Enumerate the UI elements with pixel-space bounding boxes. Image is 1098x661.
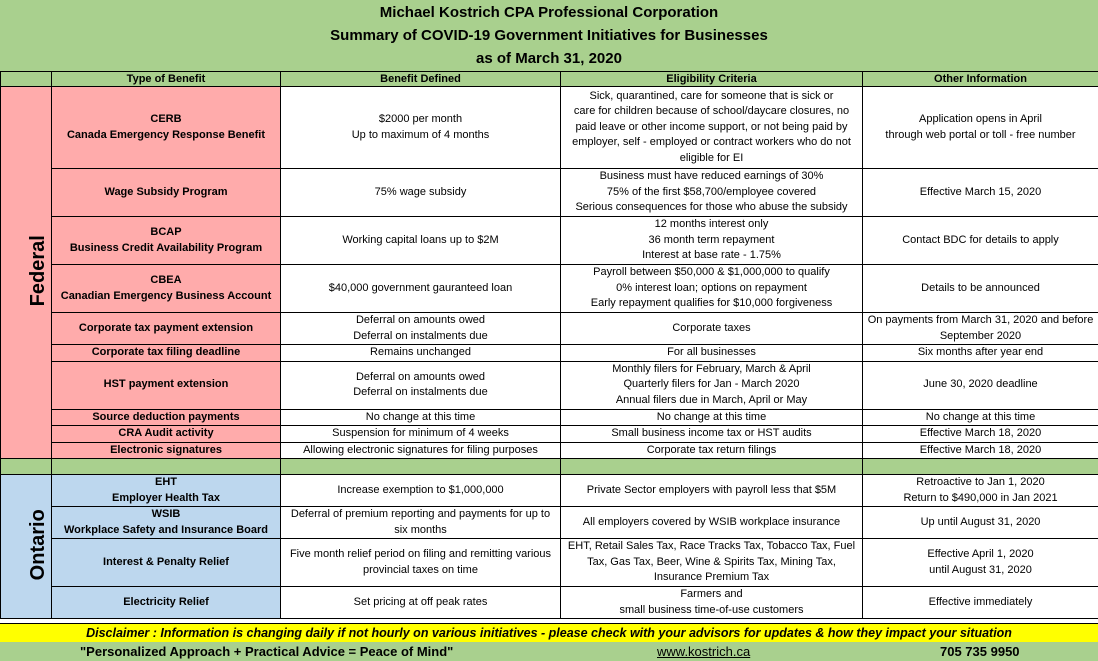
other-info-cell-line: through web portal or toll - free number: [885, 128, 1076, 141]
benefit-defined-cell: [281, 539, 561, 587]
benefit-type-cell-line: EHT: [155, 476, 177, 488]
table-row: [1, 426, 1098, 443]
other-info-cell-line: June 30, 2020 deadline: [923, 378, 1038, 391]
other-info-cell-line: September 2020: [939, 329, 1022, 342]
eligibility-cell: [561, 475, 863, 507]
table-row: [1, 313, 1098, 345]
benefit-defined-cell: [281, 442, 561, 459]
other-info-cell-line: Effective immediately: [928, 595, 1033, 608]
benefit-defined-cell: [281, 217, 561, 265]
table-row: [1, 361, 1098, 409]
benefit-type-cell: [52, 507, 281, 539]
benefit-type-cell-line: WSIB: [151, 508, 181, 520]
eligibility-cell-line: Business must have reduced earnings of 30%: [599, 170, 824, 183]
disclaimer-banner: Disclaimer : Information is changing daily if not hourly on various initiatives - please check with your advisors for updates & how they impact your situation: [0, 623, 1098, 642]
benefit-defined-cell-line: Up to maximum of 4 months: [351, 128, 490, 141]
benefit-type-cell: [52, 345, 281, 362]
benefit-type-cell-line: Workplace Safety and Insurance Board: [64, 523, 268, 536]
benefit-type-cell-line: Canadian Emergency Business Account: [60, 289, 272, 302]
eligibility-cell: [561, 87, 863, 169]
eligibility-cell-line: Farmers and: [680, 588, 743, 600]
separator-cell: [281, 459, 561, 475]
eligibility-cell-line: Serious consequences for those who abuse the subsidy: [575, 201, 848, 214]
benefit-type-cell: [52, 539, 281, 587]
benefit-type-cell: [52, 87, 281, 169]
other-info-cell: [863, 539, 1098, 587]
other-info-cell-line: Retroactive to Jan 1, 2020: [916, 476, 1045, 488]
benefit-defined-cell-line: Remains unchanged: [370, 346, 471, 358]
eligibility-cell-line: employer, self - employed or contract workers who do not: [572, 136, 851, 149]
eligibility-cell-line: 75% of the first $58,700/employee covered: [606, 185, 817, 198]
benefit-defined-cell-line: Deferral of premium reporting and payments for up to: [290, 508, 551, 520]
benefit-type-cell-line: Interest & Penalty Relief: [103, 555, 229, 568]
benefit-type-cell: [52, 475, 281, 507]
benefit-defined-cell-line: No change at this time: [365, 410, 476, 423]
benefit-defined-cell-line: Deferral on instalments due: [353, 386, 488, 398]
eligibility-cell-line: Corporate taxes: [672, 321, 751, 334]
separator-cell: [561, 459, 863, 475]
benefit-type-cell: [52, 217, 281, 265]
benefit-type-cell-line: Corporate tax payment extension: [78, 321, 254, 334]
eligibility-cell-line: Tax, Gas Tax, Beer, Wine & Spirits Tax, Mining Tax,: [587, 555, 836, 568]
benefit-type-cell: [52, 265, 281, 313]
benefit-defined-cell: [281, 587, 561, 619]
eligibility-cell: [561, 409, 863, 426]
benefit-type-cell-line: BCAP: [150, 226, 182, 238]
other-info-cell-line: Six months after year end: [917, 346, 1044, 358]
other-info-cell: [863, 507, 1098, 539]
benefit-defined-cell-line: Deferral on instalments due: [353, 329, 488, 342]
benefit-type-cell-line: Corporate tax filing deadline: [91, 346, 241, 358]
other-info-cell-line: Return to $490,000 in Jan 2021: [903, 491, 1058, 504]
benefit-defined-cell-line: Suspension for minimum of 4 weeks: [332, 427, 509, 439]
other-info-cell-line: Contact BDC for details to apply: [902, 233, 1059, 246]
benefit-defined-cell: [281, 409, 561, 426]
eligibility-cell-line: 0% interest loan; options on repayment: [616, 281, 807, 294]
federal-label-text: Federal: [26, 235, 49, 307]
benefit-type-cell: [52, 361, 281, 409]
table-row: [1, 169, 1098, 217]
benefit-type-cell: [52, 313, 281, 345]
other-info-cell-line: Effective March 18, 2020: [919, 443, 1042, 456]
benefit-type-cell-line: Wage Subsidy Program: [104, 185, 228, 198]
benefit-defined-cell-line: Set pricing at off peak rates: [353, 595, 488, 608]
benefit-defined-cell-line: $40,000 government gauranteed loan: [328, 281, 513, 294]
other-info-cell-line: Application opens in April: [919, 113, 1042, 125]
benefit-defined-cell: [281, 265, 561, 313]
other-info-cell-line: No change at this time: [925, 410, 1036, 423]
separator-cell: [1, 459, 52, 475]
section-separator: [1, 459, 1098, 475]
benefit-defined-cell-line: 75% wage subsidy: [374, 185, 467, 198]
eligibility-cell: [561, 169, 863, 217]
separator-cell: [863, 459, 1098, 475]
benefit-defined-cell: [281, 169, 561, 217]
eligibility-cell-line: Insurance Premium Tax: [653, 571, 770, 584]
other-info-cell: [863, 409, 1098, 426]
benefit-defined-cell: [281, 361, 561, 409]
other-info-cell-line: Details to be announced: [921, 281, 1040, 294]
other-info-cell-line: On payments from March 31, 2020 and before: [867, 314, 1094, 326]
eligibility-cell-line: No change at this time: [656, 410, 767, 423]
eligibility-cell-line: care for children because of school/daycare closures, no: [573, 105, 850, 118]
benefit-type-cell-line: HST payment extension: [103, 378, 229, 391]
eligibility-cell: [561, 507, 863, 539]
other-info-cell-line: Effective March 15, 2020: [919, 185, 1042, 198]
benefit-type-cell-line: Business Credit Availability Program: [69, 241, 263, 254]
eligibility-cell-line: Sick, quarantined, care for someone that is sick or: [589, 89, 834, 102]
column-header-row: [1, 72, 1098, 87]
footer-bar: [0, 642, 1098, 661]
title-banner: [0, 0, 1098, 72]
ontario-section-label: [1, 475, 52, 619]
initiatives-table: [0, 71, 1098, 619]
eligibility-cell-line: Quarterly filers for Jan - March 2020: [623, 378, 800, 391]
eligibility-cell: [561, 361, 863, 409]
eligibility-cell: [561, 345, 863, 362]
eligibility-cell-line: Early repayment qualifies for $10,000 forgiveness: [590, 297, 833, 310]
benefit-type-cell-line: Electricity Relief: [123, 595, 209, 608]
benefit-defined-cell: [281, 313, 561, 345]
benefit-type-cell-line: CRA Audit activity: [118, 427, 214, 439]
other-info-cell-line: until August 31, 2020: [929, 563, 1032, 576]
column-header: Eligibility Criteria: [561, 72, 863, 87]
eligibility-cell-line: Corporate tax return filings: [646, 443, 777, 456]
table-row: [1, 87, 1098, 169]
benefit-type-cell: [52, 442, 281, 459]
eligibility-cell: [561, 313, 863, 345]
eligibility-cell: [561, 426, 863, 443]
benefit-defined-cell: [281, 87, 561, 169]
benefit-type-cell: [52, 587, 281, 619]
benefit-type-cell: [52, 409, 281, 426]
separator-cell: [52, 459, 281, 475]
benefit-type-cell-line: Electronic signatures: [110, 443, 222, 456]
benefit-defined-cell: [281, 426, 561, 443]
benefit-defined-cell-line: Deferral on amounts owed: [355, 370, 485, 383]
benefit-defined-cell-line: six months: [394, 523, 447, 536]
ontario-label-text: Ontario: [26, 509, 49, 581]
other-info-cell: [863, 426, 1098, 443]
federal-section-label: [1, 87, 52, 459]
other-info-cell: [863, 345, 1098, 362]
benefit-defined-cell-line: provincial taxes on time: [363, 563, 478, 576]
slogan: "Personalized Approach + Practical Advice = Peace of Mind": [80, 644, 454, 659]
phone-number: 705 735 9950: [940, 644, 1020, 659]
benefit-defined-cell: [281, 345, 561, 362]
eligibility-cell-line: Interest at base rate - 1.75%: [642, 249, 781, 262]
column-header: Type of Benefit: [52, 72, 281, 87]
benefit-defined-cell-line: Allowing electronic signatures for filing purposes: [303, 443, 538, 456]
company-name: Michael Kostrich CPA Professional Corporation: [379, 4, 719, 21]
website-link[interactable]: www.kostrich.ca: [657, 644, 751, 659]
table-row: [1, 217, 1098, 265]
header-corner: [1, 72, 52, 87]
eligibility-cell-line: paid leave or other income support, or not being paid by: [575, 120, 848, 133]
other-info-cell: [863, 442, 1098, 459]
other-info-cell-line: Effective April 1, 2020: [927, 548, 1034, 560]
eligibility-cell: [561, 539, 863, 587]
table-row: [1, 475, 1098, 507]
benefit-type-cell: [52, 169, 281, 217]
eligibility-cell-line: EHT, Retail Sales Tax, Race Tracks Tax, Tobacco Tax, Fuel: [567, 540, 856, 553]
benefit-defined-cell-line: Five month relief period on filing and remitting various: [289, 548, 552, 560]
eligibility-cell: [561, 442, 863, 459]
other-info-cell: [863, 361, 1098, 409]
other-info-cell: [863, 265, 1098, 313]
benefit-defined-cell: [281, 507, 561, 539]
benefit-type-cell-line: CERB: [150, 113, 182, 125]
other-info-cell-line: Up until August 31, 2020: [920, 515, 1041, 528]
other-info-cell: [863, 475, 1098, 507]
eligibility-cell-line: 12 months interest only: [654, 218, 769, 231]
table-row: [1, 442, 1098, 459]
eligibility-cell-line: All employers covered by WSIB workplace insurance: [582, 515, 841, 528]
benefit-type-cell-line: CBEA: [150, 274, 182, 286]
benefit-defined-cell-line: $2000 per month: [378, 113, 463, 125]
eligibility-cell-line: Monthly filers for February, March & April: [612, 362, 811, 375]
benefit-defined-cell-line: Deferral on amounts owed: [355, 314, 485, 326]
benefit-type-cell-line: Employer Health Tax: [112, 491, 220, 504]
benefit-defined-cell: [281, 475, 561, 507]
eligibility-cell-line: small business time-of-use customers: [619, 603, 804, 616]
other-info-cell: [863, 87, 1098, 169]
eligibility-cell-line: Annual filers due in March, April or May: [615, 393, 808, 406]
eligibility-cell-line: Private Sector employers with payroll less that $5M: [586, 483, 837, 496]
table-row: [1, 587, 1098, 619]
benefit-defined-cell-line: Working capital loans up to $2M: [342, 233, 499, 246]
other-info-cell: [863, 313, 1098, 345]
other-info-cell: [863, 217, 1098, 265]
other-info-cell-line: Effective March 18, 2020: [919, 427, 1042, 439]
eligibility-cell-line: eligible for EI: [679, 151, 744, 164]
document-title: Summary of COVID-19 Government Initiatives for Businesses: [330, 27, 768, 44]
column-header: Other Information: [863, 72, 1098, 87]
other-info-cell: [863, 587, 1098, 619]
benefit-type-cell-line: Canada Emergency Response Benefit: [66, 128, 266, 141]
other-info-cell: [863, 169, 1098, 217]
eligibility-cell: [561, 587, 863, 619]
column-header: Benefit Defined: [281, 72, 561, 87]
table-row: [1, 409, 1098, 426]
eligibility-cell: [561, 265, 863, 313]
table-row: [1, 507, 1098, 539]
eligibility-cell-line: Payroll between $50,000 & $1,000,000 to qualify: [593, 266, 830, 279]
eligibility-cell-line: 36 month term repayment: [648, 233, 775, 246]
benefit-defined-cell-line: Increase exemption to $1,000,000: [337, 483, 504, 496]
eligibility-cell: [561, 217, 863, 265]
benefit-type-cell-line: Source deduction payments: [92, 410, 240, 423]
eligibility-cell-line: For all businesses: [667, 346, 756, 358]
table-row: [1, 539, 1098, 587]
table-row: [1, 265, 1098, 313]
benefit-type-cell: [52, 426, 281, 443]
eligibility-cell-line: Small business income tax or HST audits: [611, 427, 812, 439]
table-row: [1, 345, 1098, 362]
as-of-date: as of March 31, 2020: [476, 50, 622, 67]
